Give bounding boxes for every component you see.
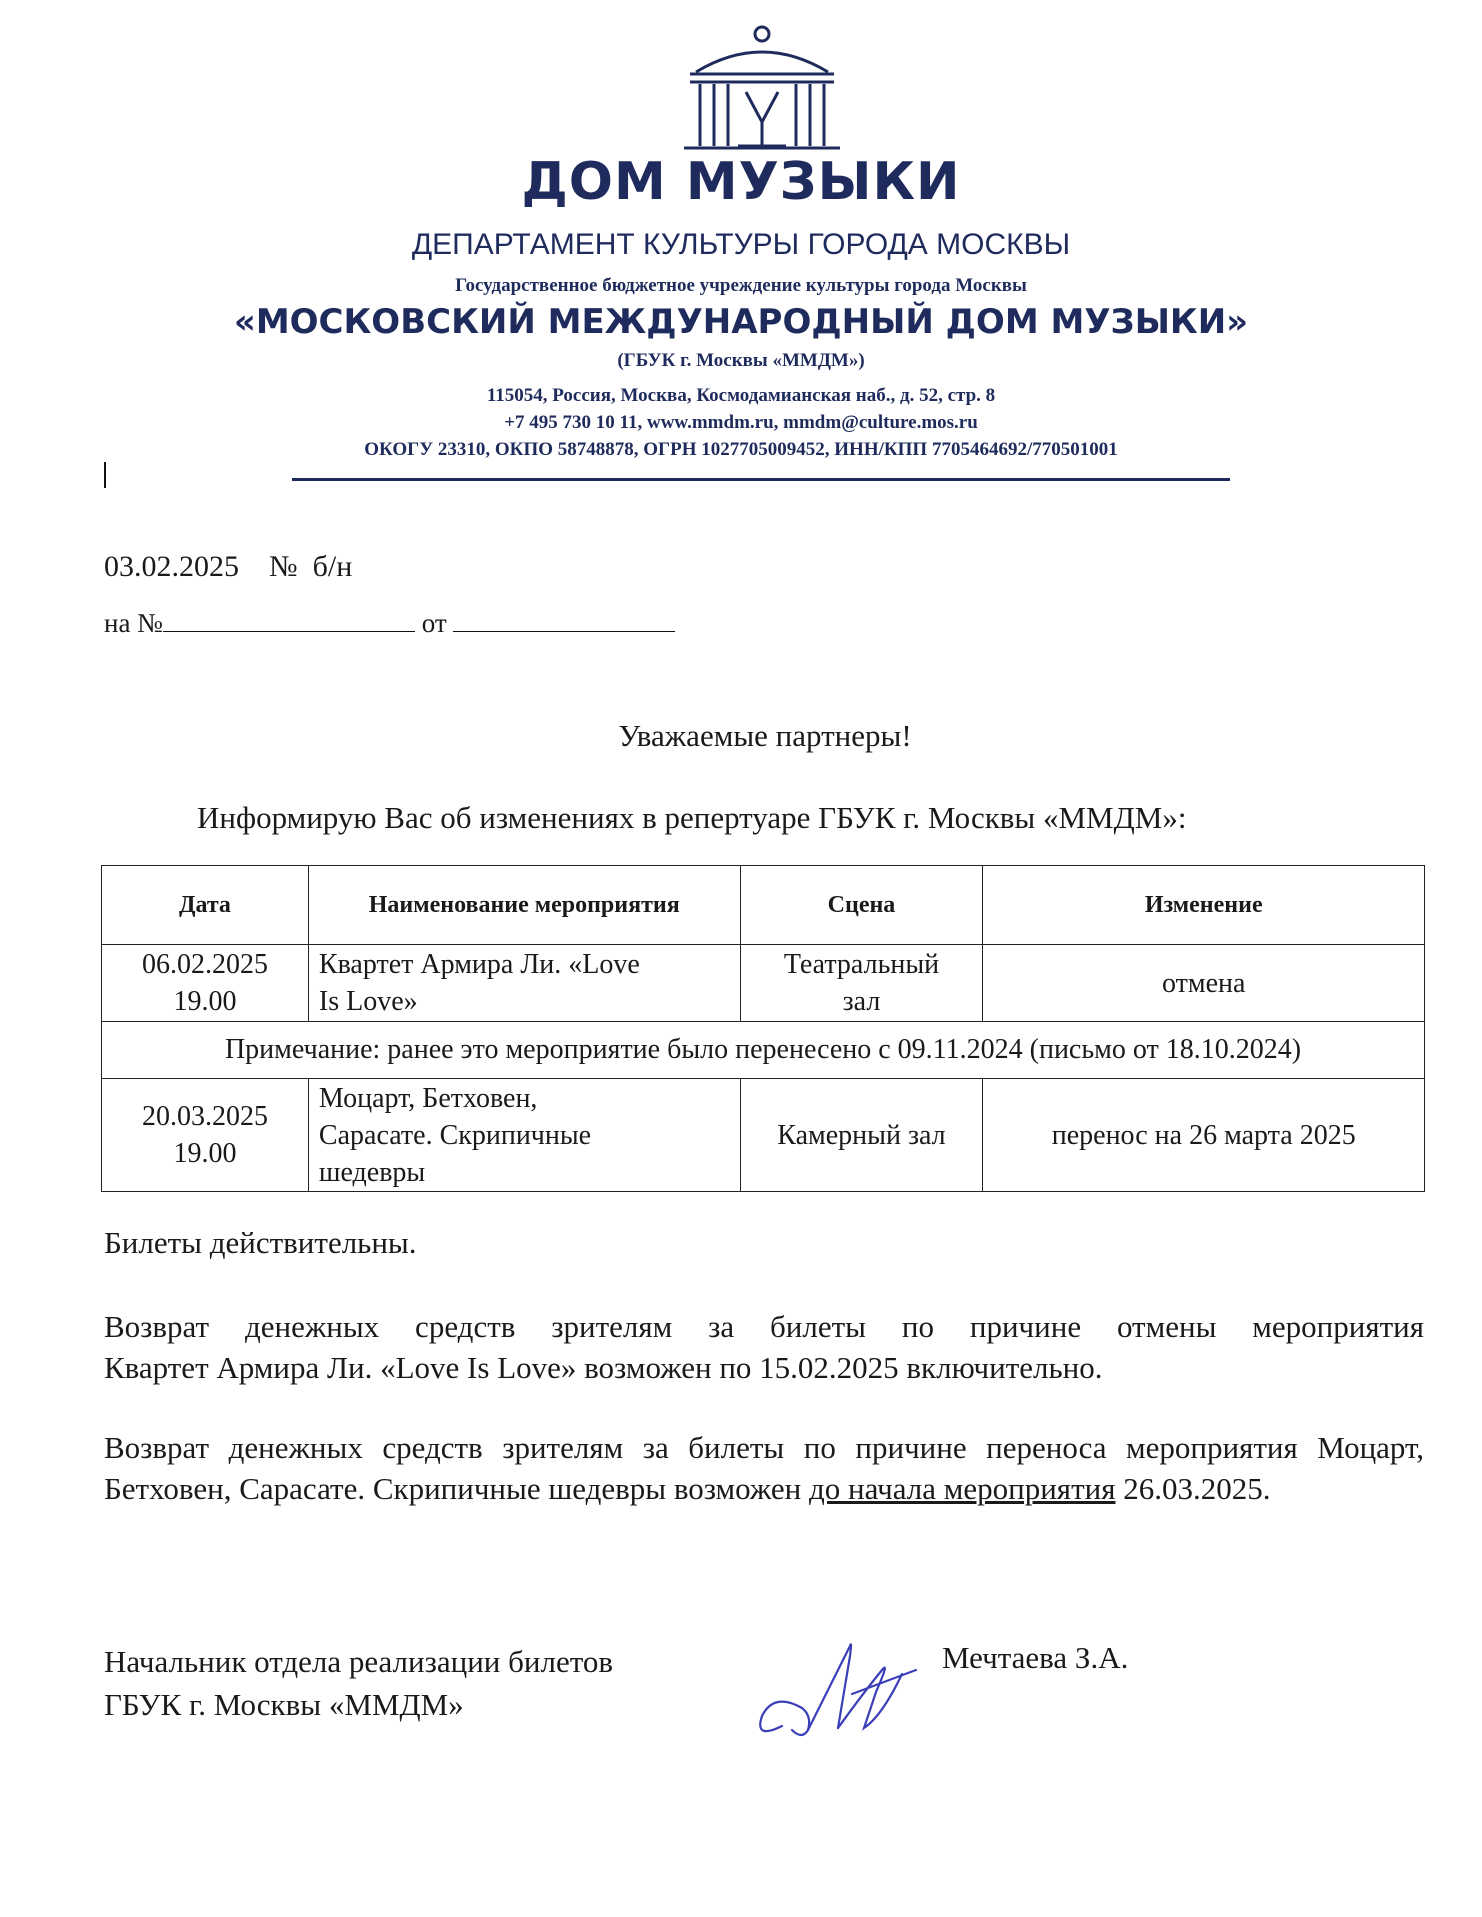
reply-number-blank: [163, 630, 415, 632]
header-divider: [292, 478, 1230, 481]
handwritten-signature: [752, 1630, 942, 1742]
header-event: Наименование мероприятия: [308, 866, 740, 945]
event-date: 06.02.2025: [141, 949, 268, 980]
position-organization: ГБУК г. Москвы «ММДМ»: [104, 1687, 464, 1722]
from-date-blank: [453, 630, 675, 632]
organization-name: «МОСКОВСКИЙ МЕЖДУНАРОДНЫЙ ДОМ МУЗЫКИ»: [233, 302, 1249, 342]
refund-postponement-paragraph: [104, 1427, 1424, 1509]
letterhead: [0, 0, 1482, 500]
organization-short-name: (ГБУК г. Москвы «ММДМ»): [617, 350, 865, 371]
table-header-row: [102, 866, 1425, 945]
intro-paragraph: Информирую Вас об изменениях в репертуаре ГБУК г. Москвы «ММДМ»:: [197, 800, 1187, 835]
refund2-date: 26.03.2025.: [1115, 1471, 1271, 1506]
dom-muzyki-logo: [676, 22, 848, 154]
cell-event: [308, 1079, 740, 1192]
repertoire-changes-table: [101, 865, 1425, 1192]
text-cursor: [104, 462, 106, 488]
header-change: Изменение: [983, 866, 1425, 945]
event-date: 20.03.2025: [141, 1101, 268, 1132]
signatory-position: [104, 1640, 613, 1726]
stage-name-line: зал: [842, 986, 881, 1017]
refund2-deadline: до начала мероприятия: [809, 1471, 1116, 1506]
letter-number-label: №: [269, 550, 298, 583]
refund1-line: Квартет Армира Ли. «Love Is Love» возможен по 15.02.2025 включительно.: [104, 1350, 1103, 1385]
refund-cancellation-paragraph: [104, 1306, 1424, 1388]
institution-type: Государственное бюджетное учреждение культуры города Москвы: [455, 275, 1027, 296]
header-date: Дата: [102, 866, 309, 945]
event-name-line: Квартет Армира Ли. «Love: [318, 949, 640, 980]
cell-stage: Камерный зал: [740, 1079, 983, 1192]
letter-date: 03.02.2025: [104, 550, 239, 583]
cell-change: перенос на 26 марта 2025: [983, 1079, 1425, 1192]
cell-date: [102, 945, 309, 1022]
cell-date: [102, 1079, 309, 1192]
position-title: Начальник отдела реализации билетов: [104, 1644, 613, 1679]
table-row: [102, 945, 1425, 1022]
tickets-valid-paragraph: Билеты действительны.: [104, 1225, 417, 1260]
header-stage: Сцена: [740, 866, 983, 945]
reply-reference-line: [104, 608, 675, 639]
refund2-text: Возврат денежных средств зрителям за билеты по причине переноса мероприятия Моцарт, Бетховен, Сарасате. Скрипичные шедевры возможен: [104, 1430, 1424, 1506]
salutation: Уважаемые партнеры!: [618, 718, 912, 753]
contact-info: +7 495 730 10 11, www.mmdm.ru, mmdm@culture.mos.ru: [504, 412, 978, 433]
event-time: 19.00: [173, 1138, 237, 1169]
event-name-line: шедевры: [318, 1156, 426, 1188]
letter-date-line: [104, 550, 352, 584]
event-name-line: Сарасате. Скрипичные: [318, 1119, 592, 1151]
postal-address: 115054, Россия, Москва, Космодамианская наб., д. 52, стр. 8: [486, 385, 996, 406]
signatory-name: Мечтаева З.А.: [942, 1640, 1129, 1675]
table-note: Примечание: ранее это мероприятие было перенесено с 09.11.2024 (письмо от 18.10.2024): [102, 1022, 1425, 1079]
table-row: [102, 1079, 1425, 1192]
event-time: 19.00: [173, 986, 237, 1017]
brand-title: ДОМ МУЗЫКИ: [521, 152, 961, 212]
table-note-row: [102, 1022, 1425, 1079]
stage-name-line: Театральный: [783, 949, 940, 980]
department-name: ДЕПАРТАМЕНТ КУЛЬТУРЫ ГОРОДА МОСКВЫ: [411, 228, 1071, 261]
cell-change: отмена: [983, 945, 1425, 1022]
from-label: от: [421, 608, 447, 638]
event-name-line: Is Love»: [318, 986, 418, 1017]
cell-event: [308, 945, 740, 1022]
cell-stage: [740, 945, 983, 1022]
refund1-line: Возврат денежных средств зрителям за билеты по причине отмены мероприятия: [104, 1309, 1424, 1344]
registry-codes: ОКОГУ 23310, ОКПО 58748878, ОГРН 1027705009452, ИНН/КПП 7705464692/770501001: [364, 439, 1118, 460]
event-name-line: Моцарт, Бетховен,: [318, 1082, 538, 1114]
reply-to-label: на №: [104, 608, 163, 638]
letter-number: б/н: [312, 550, 353, 583]
